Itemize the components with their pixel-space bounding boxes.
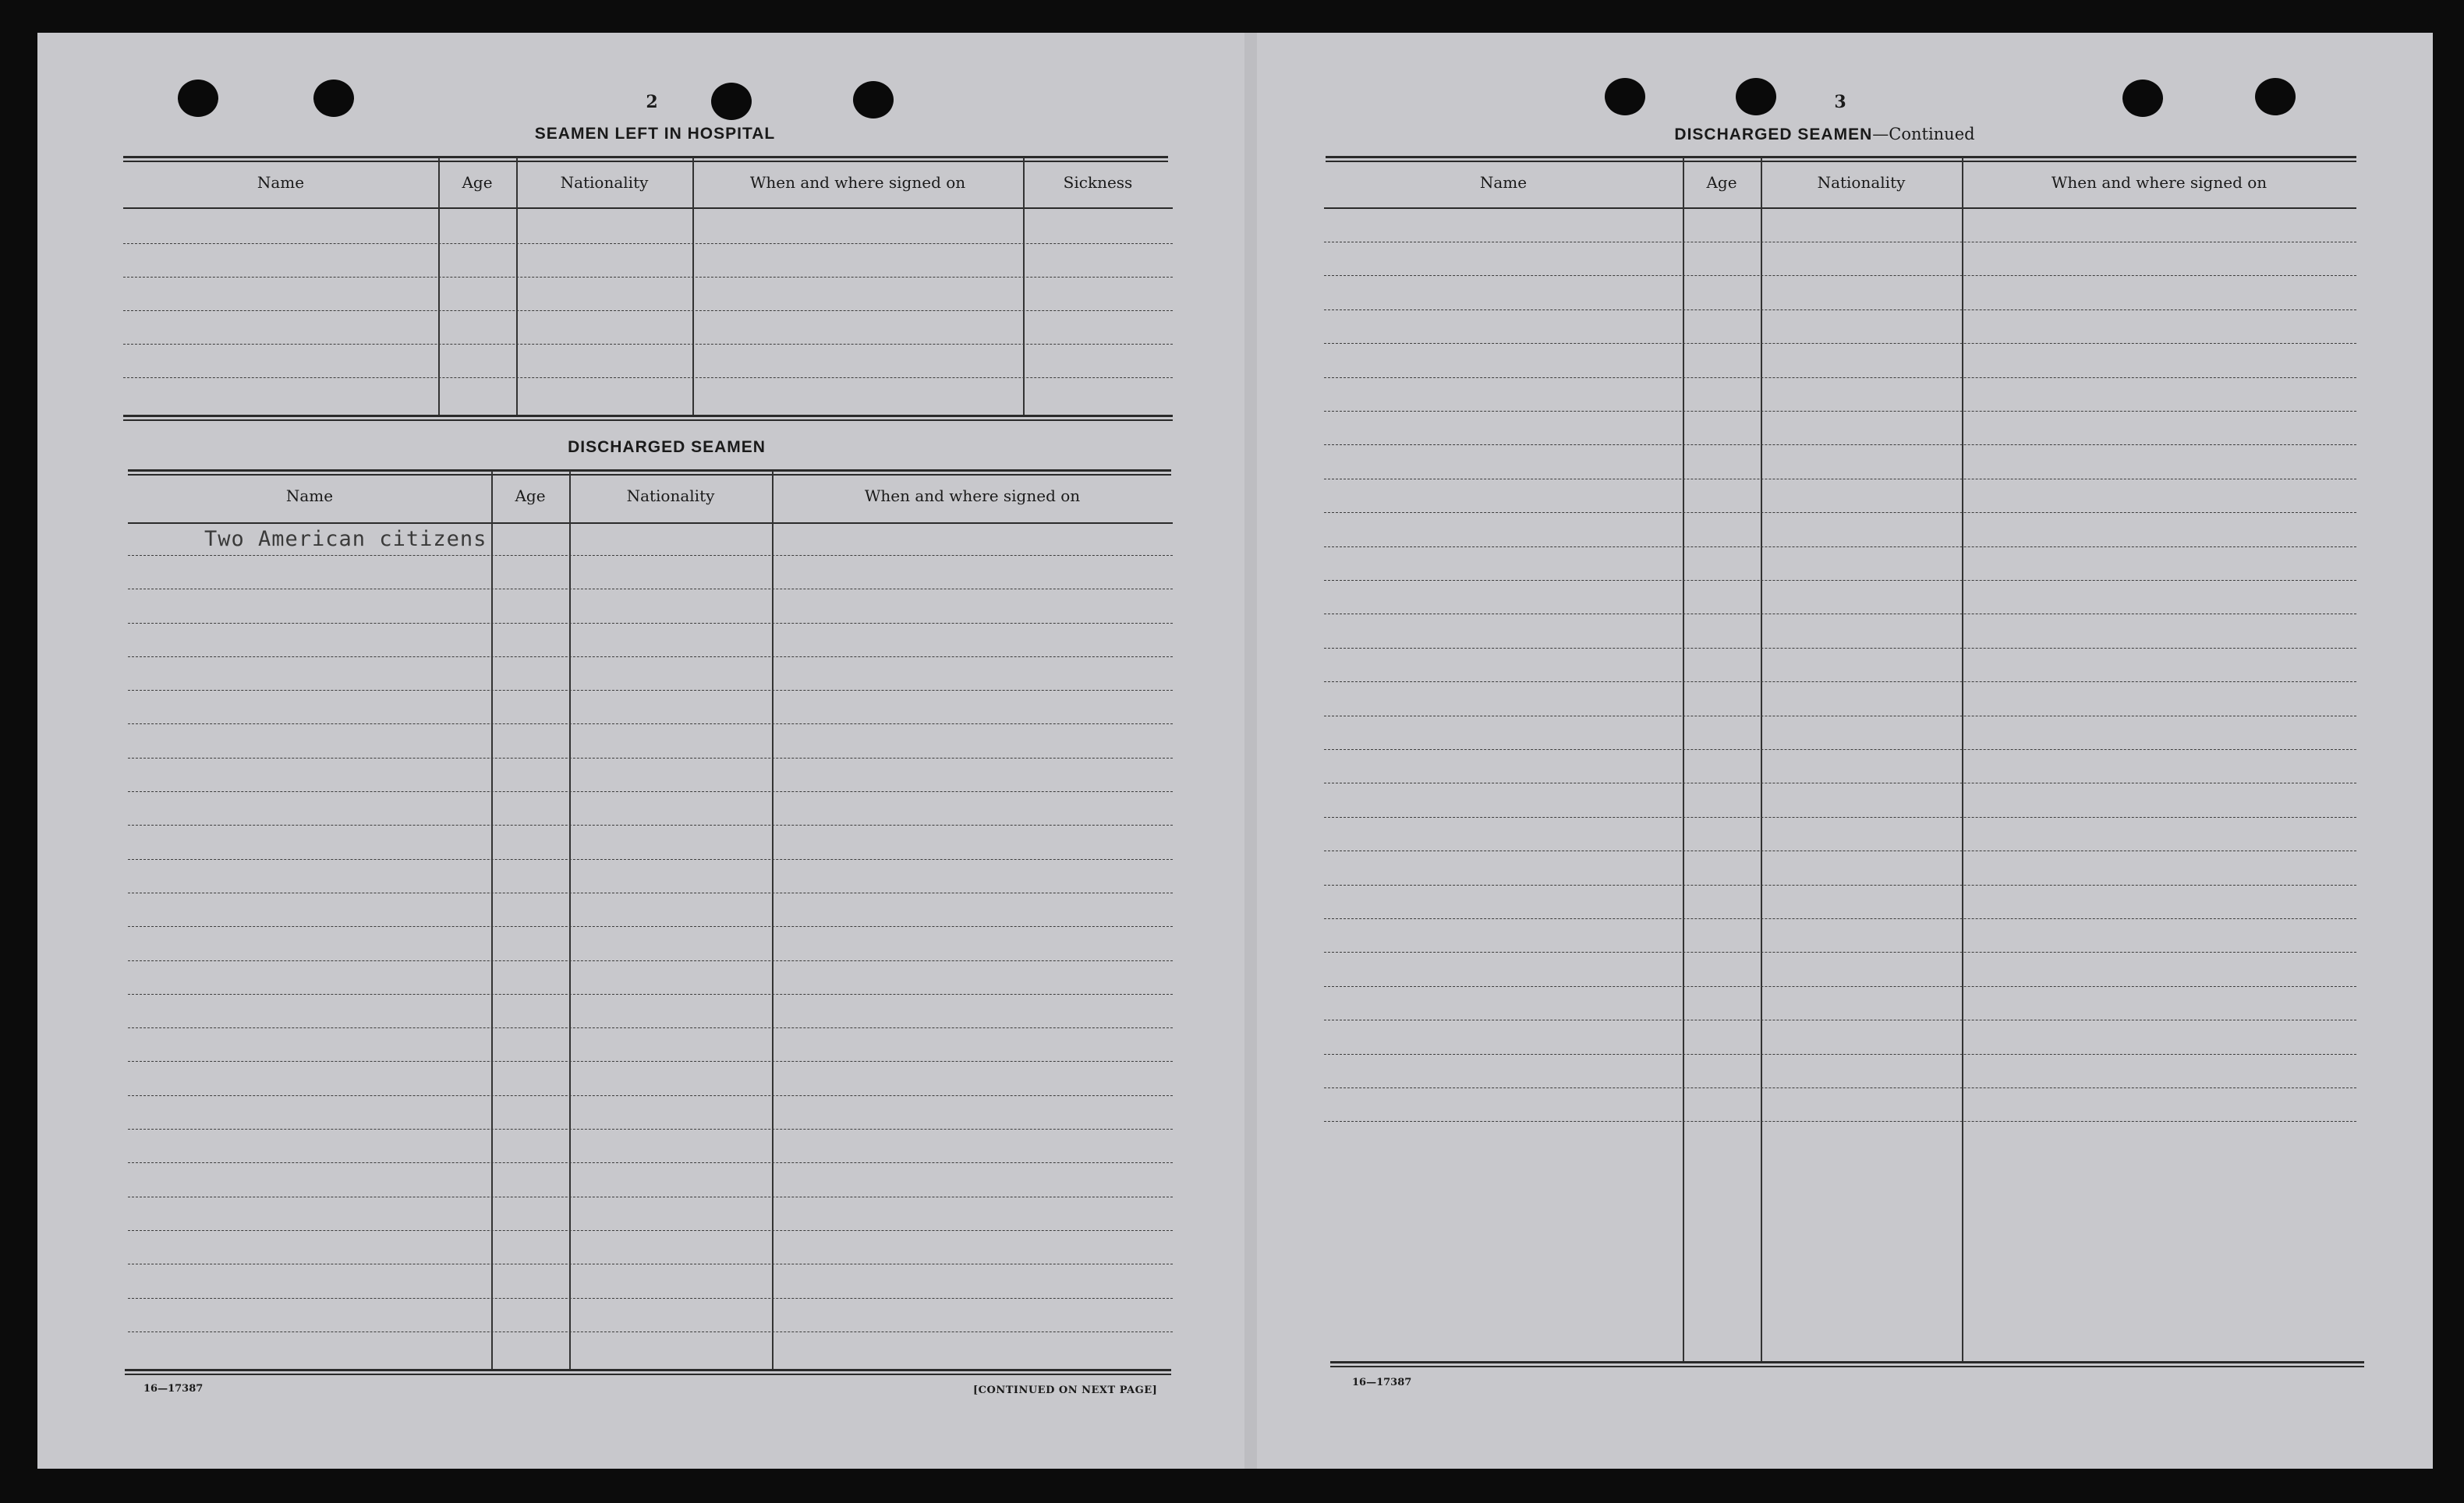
right-row-line <box>1324 749 2356 750</box>
punch-hole <box>853 81 894 118</box>
continued-note: [CONTINUED ON NEXT PAGE] <box>973 1385 1158 1396</box>
discharged-colhead-3: When and where signed on <box>864 486 1081 505</box>
right-row-line <box>1324 411 2356 412</box>
discharged-row-line <box>128 859 1173 860</box>
punch-hole <box>1605 78 1645 115</box>
discharged-row-line <box>128 555 1173 556</box>
discharged-row-line <box>128 656 1173 657</box>
discharged-colhead-0: Name <box>285 486 334 505</box>
right-top-rule <box>1326 156 2356 162</box>
typed-entry: Two American citizens <box>204 527 487 551</box>
punch-hole <box>2122 80 2163 117</box>
discharged-row-line <box>128 926 1173 927</box>
right-row-line <box>1324 952 2356 953</box>
discharged-row-line <box>128 791 1173 792</box>
right-row-line <box>1324 377 2356 378</box>
discharged-row-line <box>128 1298 1173 1299</box>
punch-hole <box>711 83 752 120</box>
discharged-colhead-1: Age <box>515 486 546 505</box>
form-number-right: 16—17387 <box>1352 1377 1412 1388</box>
right-column-divider <box>1962 157 1963 1363</box>
hospital-row-line <box>123 277 1173 278</box>
hospital-row-line <box>123 377 1173 378</box>
hospital-header-rule <box>123 207 1173 209</box>
page-number-right: 3 <box>1834 92 1846 112</box>
right-row-line <box>1324 444 2356 445</box>
right-bottom-rule <box>1330 1361 2364 1367</box>
discharged-column-divider <box>772 471 774 1370</box>
right-row-line <box>1324 309 2356 310</box>
discharged-row-line <box>128 1230 1173 1231</box>
discharged-row-line <box>128 758 1173 759</box>
hospital-top-rule <box>123 156 1168 162</box>
discharged-row-line <box>128 690 1173 691</box>
hospital-colhead-4: Sickness <box>1063 173 1133 192</box>
discharged-column-divider <box>491 471 493 1370</box>
right-page <box>1257 33 2433 1469</box>
right-title-text: DISCHARGED SEAMEN <box>1674 126 1873 143</box>
left-page <box>37 33 1244 1469</box>
discharged-row-line <box>128 723 1173 724</box>
discharged-row-line <box>128 1027 1173 1028</box>
right-column-divider <box>1683 157 1684 1363</box>
hospital-colhead-1: Age <box>462 173 493 192</box>
right-colhead-0: Name <box>1479 173 1528 192</box>
hospital-row-line <box>123 344 1173 345</box>
right-colhead-1: Age <box>1706 173 1737 192</box>
page-number-left: 2 <box>646 92 658 112</box>
punch-hole <box>313 80 354 117</box>
right-row-line <box>1324 343 2356 344</box>
right-header-rule <box>1324 207 2356 209</box>
right-row-line <box>1324 580 2356 581</box>
hospital-colhead-0: Name <box>257 173 305 192</box>
right-row-line <box>1324 546 2356 547</box>
right-colhead-2: Nationality <box>1817 173 1906 192</box>
hospital-section-title: SEAMEN LEFT IN HOSPITAL <box>534 125 776 143</box>
hospital-colhead-3: When and where signed on <box>749 173 966 192</box>
right-title-suffix: —Continued <box>1872 125 1975 143</box>
hospital-bottom-rule <box>123 415 1173 421</box>
discharged-row-line <box>128 1095 1173 1096</box>
hospital-row-line <box>123 243 1173 244</box>
punch-hole <box>2255 78 2296 115</box>
discharged-row-line <box>128 825 1173 826</box>
discharged-row-line <box>128 1331 1173 1332</box>
right-section-title <box>1591 125 2059 144</box>
discharged-top-rule <box>128 469 1171 476</box>
right-colhead-3: When and where signed on <box>2051 173 2268 192</box>
right-row-line <box>1324 918 2356 919</box>
form-number-left: 16—17387 <box>143 1383 204 1395</box>
hospital-row-line <box>123 310 1173 311</box>
right-row-line <box>1324 1087 2356 1088</box>
punch-hole <box>1736 78 1776 115</box>
discharged-row-line <box>128 1129 1173 1130</box>
discharged-bottom-rule <box>125 1369 1171 1375</box>
right-row-line <box>1324 681 2356 682</box>
discharged-row-line <box>128 994 1173 995</box>
discharged-row-line <box>128 623 1173 624</box>
discharged-row-line <box>128 960 1173 961</box>
discharged-row-line <box>128 1061 1173 1062</box>
discharged-colhead-2: Nationality <box>626 486 715 505</box>
discharged-row-line <box>128 1162 1173 1163</box>
right-row-line <box>1324 986 2356 987</box>
right-column-divider <box>1761 157 1762 1363</box>
right-row-line <box>1324 275 2356 276</box>
right-row-line <box>1324 648 2356 649</box>
discharged-column-divider <box>569 471 571 1370</box>
right-row-line <box>1324 1121 2356 1122</box>
right-row-line <box>1324 512 2356 513</box>
right-row-line <box>1324 817 2356 818</box>
right-row-line <box>1324 1054 2356 1055</box>
discharged-header-rule <box>128 522 1173 524</box>
punch-hole <box>178 80 218 117</box>
discharged-section-title: DISCHARGED SEAMEN <box>568 438 766 456</box>
hospital-colhead-2: Nationality <box>560 173 649 192</box>
right-row-line <box>1324 885 2356 886</box>
page-gutter <box>1244 33 1257 1469</box>
